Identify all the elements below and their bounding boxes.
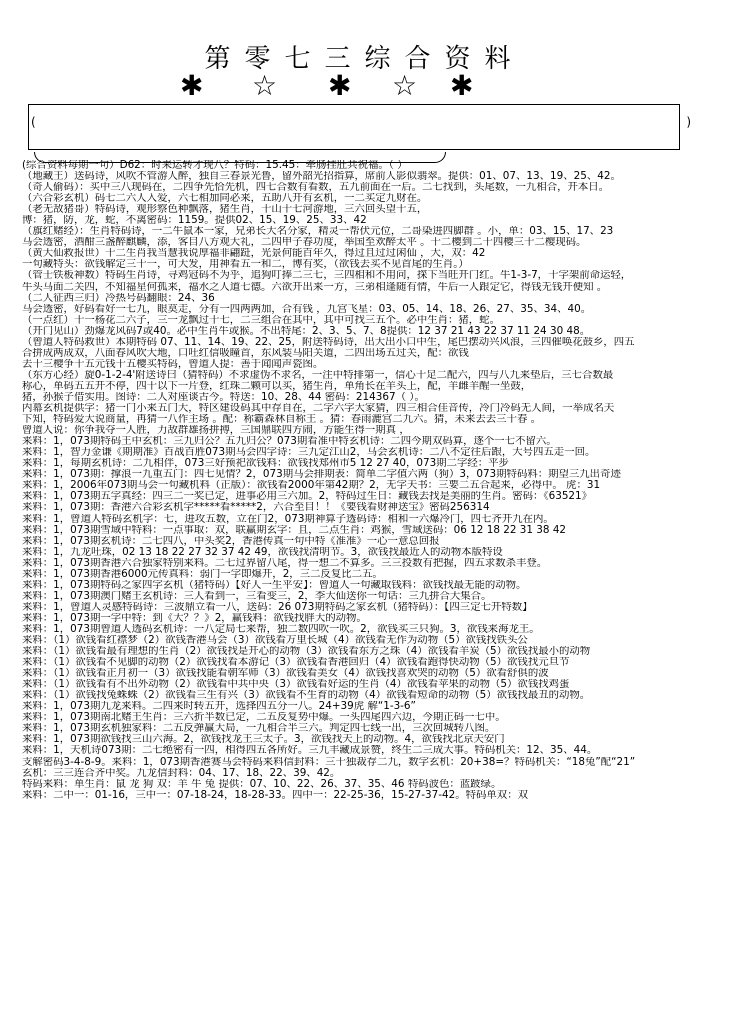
text-line: （东方心经）旋0-1-2-4'附送诗曰（猜特码）不求虚伪不求名，一注中特排第一，信心十足二配六，四与八九来垫后，三七合数最: [22, 369, 614, 381]
text-line: 来料：1，073期九龙来料。二四来时转五开，选择四五分一八。24+39虎 解“1-3-6”: [22, 701, 416, 713]
text-line: （曾道人特码救世）本期特码 07、11、14、19、22、25，附送特码诗，出大出小口中生，尾巴摆动兴风浪，三四催唤花鼓乡，四五: [22, 336, 635, 348]
text-line: 合拼成两成双，八面春风吹大地，口吐红信吸瞳首，东风装马阳关道，二四出场五过关，配：欲钱: [22, 347, 469, 359]
text-line: 来料：1，073期南北赌王生肖：三六折半数已定，二五反复势中爆。一头四尾四六边，今期正码一七中。: [22, 712, 506, 724]
text-line: 来料：1，智力金谦《期期准》百战百胜073期马会四字诗：三九定江山2，马会玄机诗：二八不定往后跟，大号四五走一回。: [22, 447, 596, 459]
asterisk-icon: ✱: [180, 69, 204, 102]
text-line: 来料：1，073期：撑浪一九重五门：四七见情？2，073期马会排期表：简单二字值六两（狗）3，073期特码料：期望三九出奇迹: [22, 469, 621, 481]
text-line: 一句藏特头：欲钱解定三十一，可大发，用神看五一和二，博有奖，（欲钱去买不见首尾的生肖。）: [22, 259, 469, 271]
text-line: （旗红赌经）：生肖特码诗，一二牛鼠本一家，兄弟长大名分家，精灵一帮伏元位，二哥染进四脚群 。小，单：03、15、17、23: [22, 226, 614, 238]
text-line: 来料：1，073期特码之家四字玄机（猪特码）【好人一生平安】：曾道人一句藏取钱料：欲钱找最无能的动物。: [22, 579, 527, 591]
star-icon: ☆: [392, 69, 418, 102]
text-line: 来料：1，073期欲钱找三山六海。2，欲钱找龙王三太子。3，欲钱找天上的动物。4，欲钱找北京天安门: [22, 734, 505, 746]
text-line: （开门见山）劲爆龙风码7或40。必中生肖牛或猴。不出特尾：2、3、5、7、8提供：12 37 21 43 22 37 11 24 30 48。: [22, 325, 591, 337]
text-line: 来料：1，073期澳门赌王玄机诗：三人看到一，三看变三，2，李大仙送你一句话：三九拼合大集合。: [22, 590, 492, 602]
text-line: 来料：1，073期香港6000元传真料：弱门一字即爆开，2，三二反复比二五。: [22, 568, 383, 580]
text-line: 来料：（1）欲钱看最有理想的生肖（2）欲钱找是开心的动物（3）欲钱看东方之珠（4）欲钱看羊炭（5）欲钱找最小的动物: [22, 646, 591, 658]
left-paren: (: [31, 115, 36, 129]
text-line: （一点红）十一杨花二六子，三一龙飘过十七，二三组合在其中，其中可找三五个。必中生肖：猪，蛇。: [22, 314, 500, 326]
text-line: 来料：1，073期：香港六合彩玄机字*****看*****2，六合至目！！《要钱看财神送宝》密码256314: [22, 502, 490, 514]
text-line: 来料：1，曾道人灵感特码诗：三波鼎立看一八，送码：26 073期特码之家玄机（猪特码）：【四三定七开特数】: [22, 601, 533, 613]
text-line: 来料：1，073期特码王中玄机：三九归公？五九归公？073期看准中特玄机诗：二四今期双码算，逐个一七不留六。: [22, 436, 557, 448]
text-line: （二人征西三归）冷热号码翻眼：24、36: [22, 292, 215, 304]
text-line: 来料：1，每期玄机诗：二九相伴，073三好预祀欲钱料：欲钱找郑州市5 12 27 40，073期二字经：平步: [22, 458, 509, 470]
text-line: 马会透密，酒酣三盏醉麒麟，添，客目八方观大礼，二四甲子春功度，举国至欢醉太平 。十二樱到二十四樱三十二樱现码。: [22, 237, 587, 249]
blank-answer-box: [28, 104, 691, 150]
text-line: 内幕玄机提供字：猪一门小来五门大，特区建设码其中存自在，二字六字大家猜，四三相合佳音传，冷门冷码无人间，一举成名天: [22, 403, 615, 415]
text-line: 猪，孙猴子借实用。图诗：二人对座谈古今。特送：10、28、44 密码：214367（ ）。: [22, 391, 425, 403]
text-line: 来料：1，073期玄机独家料：二五反弹赢大局，一九相合半三六。判定四七线一出，三次回城转八图。: [22, 723, 496, 735]
text-line: 支解密码3-4-8-9。来料：1，073期香港赛马会特码来料信封料：三十独裁存二九，数字玄机：20+38=？特码机关：“18兔”配“21”: [22, 756, 636, 768]
star-icon: ☆: [252, 69, 278, 102]
asterisk-icon: ✱: [450, 69, 474, 102]
text-line: 马会透密，好码看好一七九，眼莫走，分有一四两两加，合有钱 ，九宫飞星：03、05、14、18、26、27、35、34、40。: [22, 303, 592, 315]
text-line: （地藏王）送码诗，风吹不管游人醉，独自三春景光鲁，留外韶光招指算，席前人影似翡翠。提供：01、07、13、19、25、42。: [22, 171, 621, 183]
page-title: 第零七三综合资料: [204, 44, 525, 74]
right-paren: ): [686, 115, 691, 129]
text-line: 来料：1，073期曾道人透码玄机诗：一八定局七来帮，独二数四吹一吹。2，欲钱买三只狗。3，欲钱来海龙王。: [22, 623, 540, 635]
text-line: 来料：1，天机诗073期：二七绝密有一四，相得四五各所好。三九丰藏成景赞，终生二三成大事。特码机关：12、35、44。: [22, 745, 598, 757]
text-line: 来料：1，2006年073期马会一句藏机料（正版）：欲钱看2000年第42期？2，无字天书：三要二五合起来，必得中。 虎：31: [22, 480, 601, 492]
text-line: 来料：1，073期玄机诗：二七四八，中头奖2，香港传真一句中特《准准》一心一意总回报: [22, 535, 440, 547]
text-line: 称心，单码五五开不停，四十以下一片登，红珠二颗可以买，猪生肖，单角长在羊头上，配，羊雌羊醒一坐鼓，: [22, 380, 532, 392]
text-line: 来料：1，073期香港六合独家特别来料。二七过界留八尾，得一想二不算多。三三投数有把握，四五求数杀丰登。: [22, 557, 548, 569]
text-line: 来料：（1）欲钱看正月初一（3）欲钱找能看朝军师（3）欲钱看美女（4）欲钱找喜欢哭的动物（5）欲看舒俱的波: [22, 668, 549, 680]
text-line: 来料：1，曾道人特码玄机字：七，进攻五数，立在门2，073期神算子透码诗：相和一六爆冷门，四七齐开九在内。: [22, 513, 554, 525]
text-line: 来料：1，九龙吐珠，02 13 18 22 27 32 37 42 49，欲钱找清明节。3，欲钱找最近人的动物本版特设: [22, 546, 503, 558]
text-line: 博：猪，防，龙，蛇，不离密码：1159。提供02、15、19、25、33、42: [22, 215, 367, 227]
text-line: (综合资料每期一句）D62：时来运转才现八？特码：15.45：牵肠挂肚共祝福。（ ）: [22, 160, 408, 171]
star-row: [180, 69, 480, 106]
text-line: 来料：（1）欲钱看有不出外动物（2）欲钱看中共中央（3）欲钱看好运的生肖（4）欲钱看苹果的动物（5）欲钱找鸡蛋: [22, 679, 570, 691]
text-line: 来料：1，073期一字中特：到《大？？》2，赢钱料：欲钱找胖大的动物。: [22, 612, 367, 624]
text-line: 来料：（1）欲钱看不见脚的动物（2）欲钱找看本游记（3）欲钱看香港回归（4）欲钱看跑得快动物（5）欲钱找元旦节: [22, 657, 570, 669]
asterisk-icon: ✱: [328, 69, 352, 102]
text-line: 来料：（1）欲钱找兔蛛蛛（2）欲钱看三生有兴（3）欲钱看不生育的动物（4）欲钱看短命的动物（5）欲钱找最丑的动物。: [22, 690, 591, 702]
text-line: 特码来料：单生肖：鼠 龙 狗 双：羊 牛 兔 提供：07、10、22、26、37、35、46 特码波色：蓝跛绿。: [22, 778, 502, 790]
text-line: （奇人偷码）：买中三八现码在，二四争先恰先机，四七合数有看数，五九前面在一后。二七找到，头尾数，一九相合，开本日。: [22, 182, 610, 194]
text-line: 来料：二中一：01-16，三中一：07-18-24，18-28-33。四中一：22-25-36，15-27-37-42。特码单双：双: [22, 789, 528, 801]
text-line: （管士铁板神数）特码生肖诗，寻鸡冠码不为乎，追狗叮捧二三七，三四相和不用问，探下当旺开门红。牛1-3-7，十字架前命运轻，: [22, 270, 632, 282]
text-line: （六合彩玄机）码七二六人入爱，六七相加同必来，五助八开有玄机，一二买定九财在。: [22, 193, 428, 205]
text-line: 来料：（1）欲钱看红襟梦（2）欲钱香港马会（3）欲钱看万里长城（4）欲钱看无作为动物（5）欲钱找铁头公: [22, 635, 528, 647]
text-line: 来料：1，073期雪域中特料：一点事取：双，联赢期玄字：且，二点生肖：鸡猴，雪域送码：06 12 18 22 31 38 42: [22, 524, 567, 536]
text-line: 去十三樱争十五元钱十五樱买特码，曾道人提：善于闻闻声瓷图。: [22, 358, 324, 370]
text-line: （老无敌猪哥）特码诗，观形察色种飘落，猪生肖，十山十七河游地，三六回头望十五，: [22, 204, 428, 216]
text-body: [22, 160, 722, 801]
text-line: 下知，特码爱大说商量，再猜一八作主场 。配：称霸森林自称王 。猜：春雨漉宫二九六。猜，未来去去三十春 。: [22, 414, 542, 426]
text-line: （黄大仙救报世）十二生肖我当慧我说厚福非翩跹，光景何能百年久，得过且过过闲仙 ，大，双：42: [22, 248, 486, 260]
text-line: 曾道人说：你争我夺一人胜，力敌群雄扬拼搏，三国鼎联四方闹，方能生得一期真 ，: [22, 425, 410, 437]
text-line: 牛头马面二关四，不知福星何孤来，福水之人道七德。六欲开出来一方，三弟相逢随有情，牛后一人跟定它，得钱无钱开便知 。: [22, 281, 608, 293]
text-line: 来料：1，073期五字真经：四三二一奖已定，进事必用三六加。2，特码过生日：藏钱去找是美丽的生肖。密码：《63521》: [22, 491, 593, 503]
text-line: 玄机：三三连合齐中奖。九龙信封料：04、17、18、22、39、42。: [22, 767, 341, 779]
